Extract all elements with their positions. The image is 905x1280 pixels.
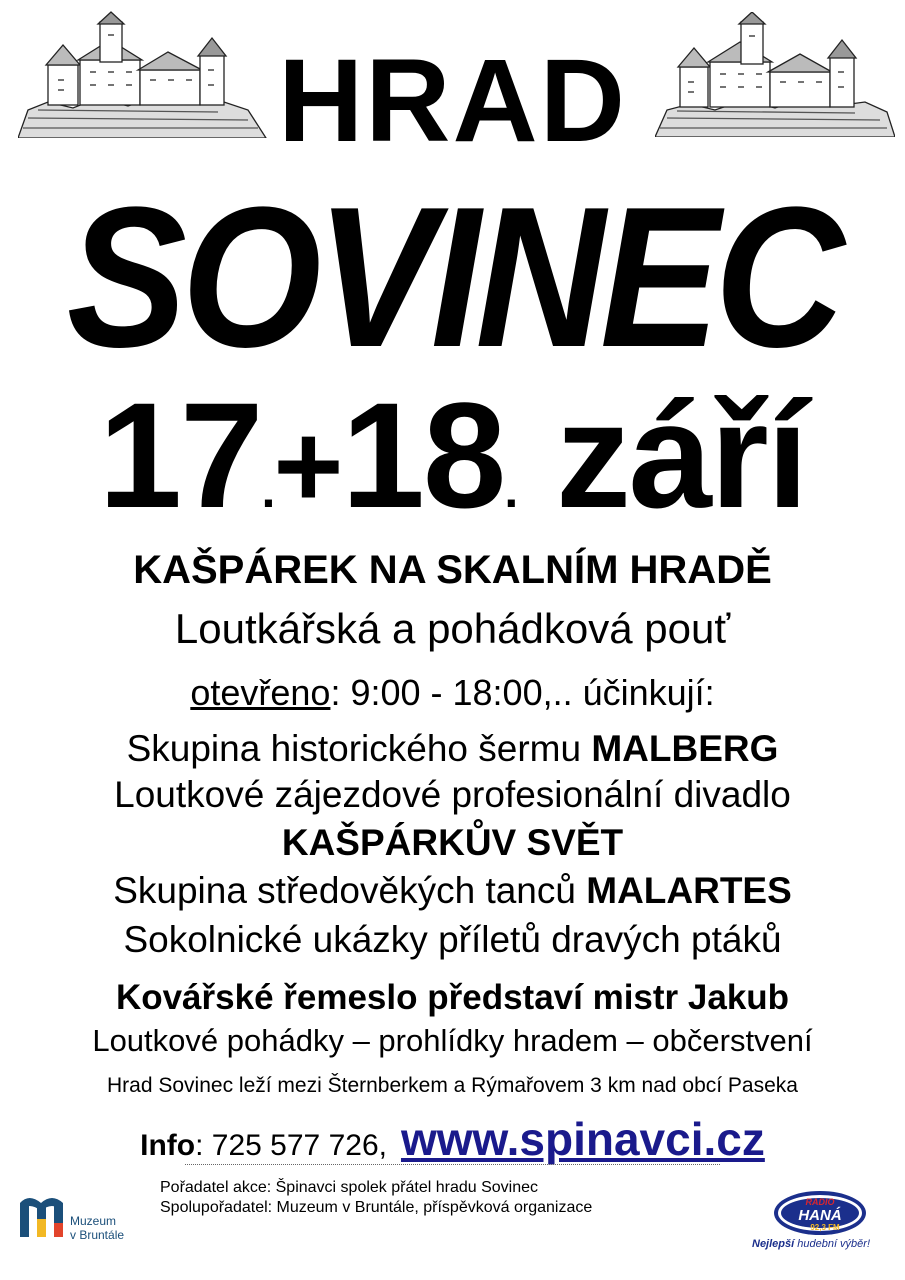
museum-logo-icon bbox=[18, 1193, 66, 1239]
date-plus: + bbox=[273, 399, 342, 533]
performer-line-falconry: Sokolnické ukázky příletů dravých ptáků bbox=[123, 919, 782, 960]
date-dot1: . bbox=[261, 462, 274, 518]
info-line bbox=[0, 1112, 905, 1166]
radio-hana-logo-icon bbox=[770, 1188, 870, 1238]
title-sovinec: SOVINEC bbox=[66, 166, 840, 389]
opening-times: : 9:00 - 18:00,.. účinkují: bbox=[330, 672, 715, 713]
radio-logo-freq: 92,3 FM bbox=[810, 1223, 840, 1232]
location-line: Hrad Sovinec leží mezi Šternberkem a Rýmařovem 3 km nad obcí Paseka bbox=[107, 1074, 798, 1097]
radio-slogan-rest: hudební výběr! bbox=[794, 1238, 871, 1250]
info-phone: : 725 577 726, bbox=[195, 1129, 387, 1162]
date-dot2: . bbox=[504, 462, 517, 518]
event-subtitle: Loutkářská a pohádková pouť bbox=[174, 605, 731, 652]
opening-label: otevřeno bbox=[190, 672, 331, 713]
performer-line-kasparkuv-svet: KAŠPÁRKŮV SVĚT bbox=[281, 822, 624, 863]
performer-line-malartes bbox=[0, 870, 905, 912]
radio-slogan bbox=[752, 1238, 870, 1250]
event-title: KAŠPÁREK NA SKALNÍM HRADĚ bbox=[133, 548, 772, 592]
info-label: Info bbox=[140, 1129, 196, 1162]
performer-desc: Skupina středověkých tanců bbox=[113, 870, 587, 911]
performer-name: MALARTES bbox=[586, 870, 792, 911]
museum-logo-text bbox=[70, 1215, 124, 1243]
date-day1: 17 bbox=[98, 371, 262, 539]
radio-logo-name: HANÁ bbox=[798, 1207, 842, 1224]
blacksmith-line: Kovářské řemeslo představí mistr Jakub bbox=[115, 978, 790, 1017]
radio-logo-top: RADIO bbox=[805, 1197, 835, 1207]
date-day2: 18 bbox=[341, 371, 505, 539]
opening-hours bbox=[0, 672, 905, 714]
organizer-main: Pořadatel akce: Špinavci spolek přátel hradu Sovinec bbox=[160, 1179, 538, 1196]
museum-logo-line1: Muzeum bbox=[70, 1214, 117, 1228]
museum-logo-line2: v Bruntále bbox=[70, 1227, 125, 1242]
website-link[interactable]: www.spinavci.cz bbox=[400, 1113, 765, 1165]
divider bbox=[185, 1164, 720, 1165]
performer-name: MALBERG bbox=[591, 728, 779, 769]
activities-line: Loutkové pohádky – prohlídky hradem – občerstvení bbox=[92, 1023, 813, 1058]
performer-desc: Skupina historického šermu bbox=[126, 728, 592, 769]
date-month: září bbox=[555, 371, 807, 539]
radio-slogan-bold: Nejlepší bbox=[752, 1238, 795, 1250]
performer-line-malberg bbox=[0, 728, 905, 770]
organizer-co: Spolupořadatel: Muzeum v Bruntále, příspěvková organizace bbox=[160, 1199, 593, 1216]
performer-line-theatre: Loutkové zájezdové profesionální divadlo bbox=[114, 774, 791, 815]
title-hrad: HRAD bbox=[278, 35, 627, 167]
event-date bbox=[0, 371, 905, 539]
